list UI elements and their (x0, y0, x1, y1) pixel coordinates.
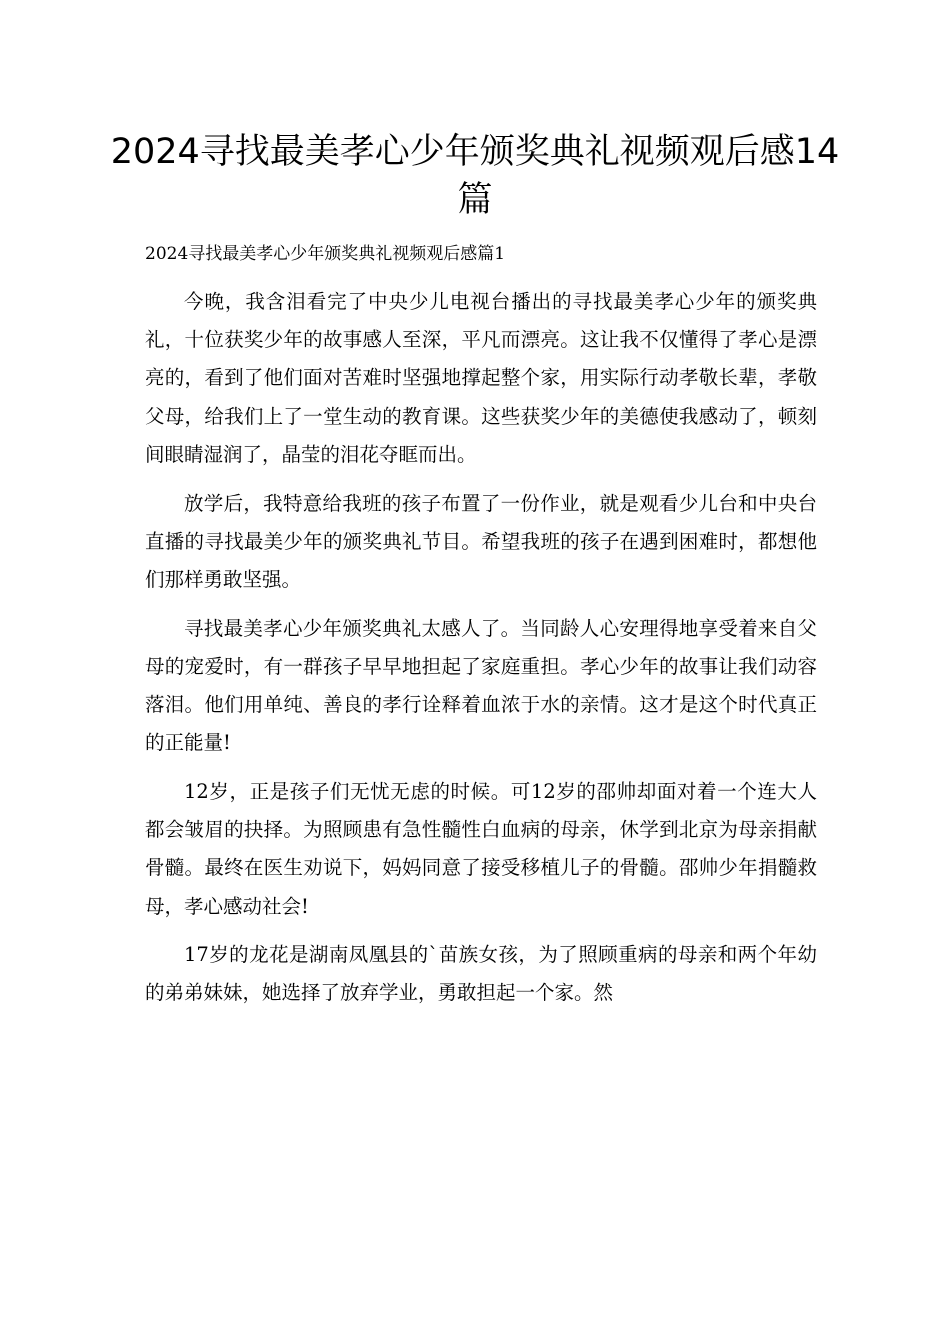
paragraph: 今晚，我含泪看完了中央少儿电视台播出的寻找最美孝心少年的颁奖典礼，十位获奖少年的故事感人至深，平凡而漂亮。这让我不仅懂得了孝心是漂亮的，看到了他们面对苦难时坚强地撑起整个家，用实际行动孝敬长辈，孝敬父母，给我们上了一堂生动的教育课。这些获奖少年的美德使我感动了，顿刻间眼睛湿润了，晶莹的泪花夺眶而出。 (145, 290, 817, 466)
paragraph: 17岁的龙花是湖南凤凰县的`苗族女孩，为了照顾重病的母亲和两个年幼的弟弟妹妹，她选择了放弃学业，勇敢担起一个家。然 (145, 943, 817, 1005)
paragraph: 放学后，我特意给我班的孩子布置了一份作业，就是观看少儿台和中央台直播的寻找最美少年的颁奖典礼节目。希望我班的孩子在遇到困难时，都想他们那样勇敢坚强。 (145, 491, 817, 591)
section-heading: 2024寻找最美孝心少年颁奖典礼视频观后感篇1 (145, 244, 506, 264)
paragraph: 寻找最美孝心少年颁奖典礼太感人了。当同龄人心安理得地享受着来自父母的宠爱时，有一群孩子早早地担起了家庭重担。孝心少年的故事让我们动容落泪。他们用单纯、善良的孝行诠释着血浓于水的亲情。这才是这个时代真正的正能量! (145, 616, 817, 755)
document-body (145, 283, 817, 1023)
paragraph: 12岁，正是孩子们无忧无虑的时候。可12岁的邵帅却面对着一个连大人都会皱眉的抉择。为照顾患有急性髓性白血病的母亲，休学到北京为母亲捐献骨髓。最终在医生劝说下，妈妈同意了接受移植儿子的骨髓。邵帅少年捐髓救母，孝心感动社会! (145, 779, 817, 918)
document-title: 2024寻找最美孝心少年颁奖典礼视频观后感14篇 (110, 132, 840, 220)
